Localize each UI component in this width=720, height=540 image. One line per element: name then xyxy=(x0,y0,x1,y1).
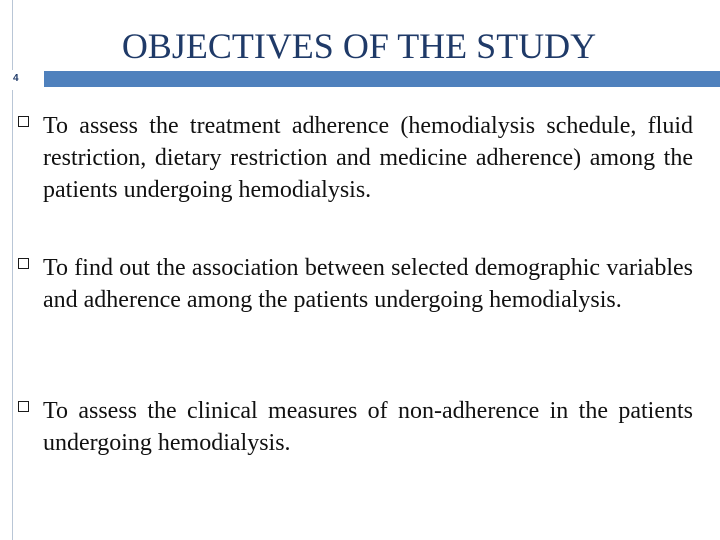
slide-number: 4 xyxy=(13,73,19,84)
slide-title: OBJECTIVES OF THE STUDY xyxy=(121,26,597,66)
objective-text: To assess the treatment adherence (hemodialysis schedule, fluid restriction, dietary restriction and medicine adherence) among the patients undergoing hemodialysis. xyxy=(43,113,693,203)
hollow-square-bullet-icon xyxy=(18,401,29,412)
hollow-square-bullet-icon xyxy=(18,258,29,269)
objective-text: To find out the association between selected demographic variables and adherence among the patients undergoing hemodialysis. xyxy=(43,255,693,313)
hollow-square-bullet-icon xyxy=(18,116,29,127)
objective-text: To assess the clinical measures of non-adherence in the patients undergoing hemodialysis. xyxy=(43,398,693,456)
